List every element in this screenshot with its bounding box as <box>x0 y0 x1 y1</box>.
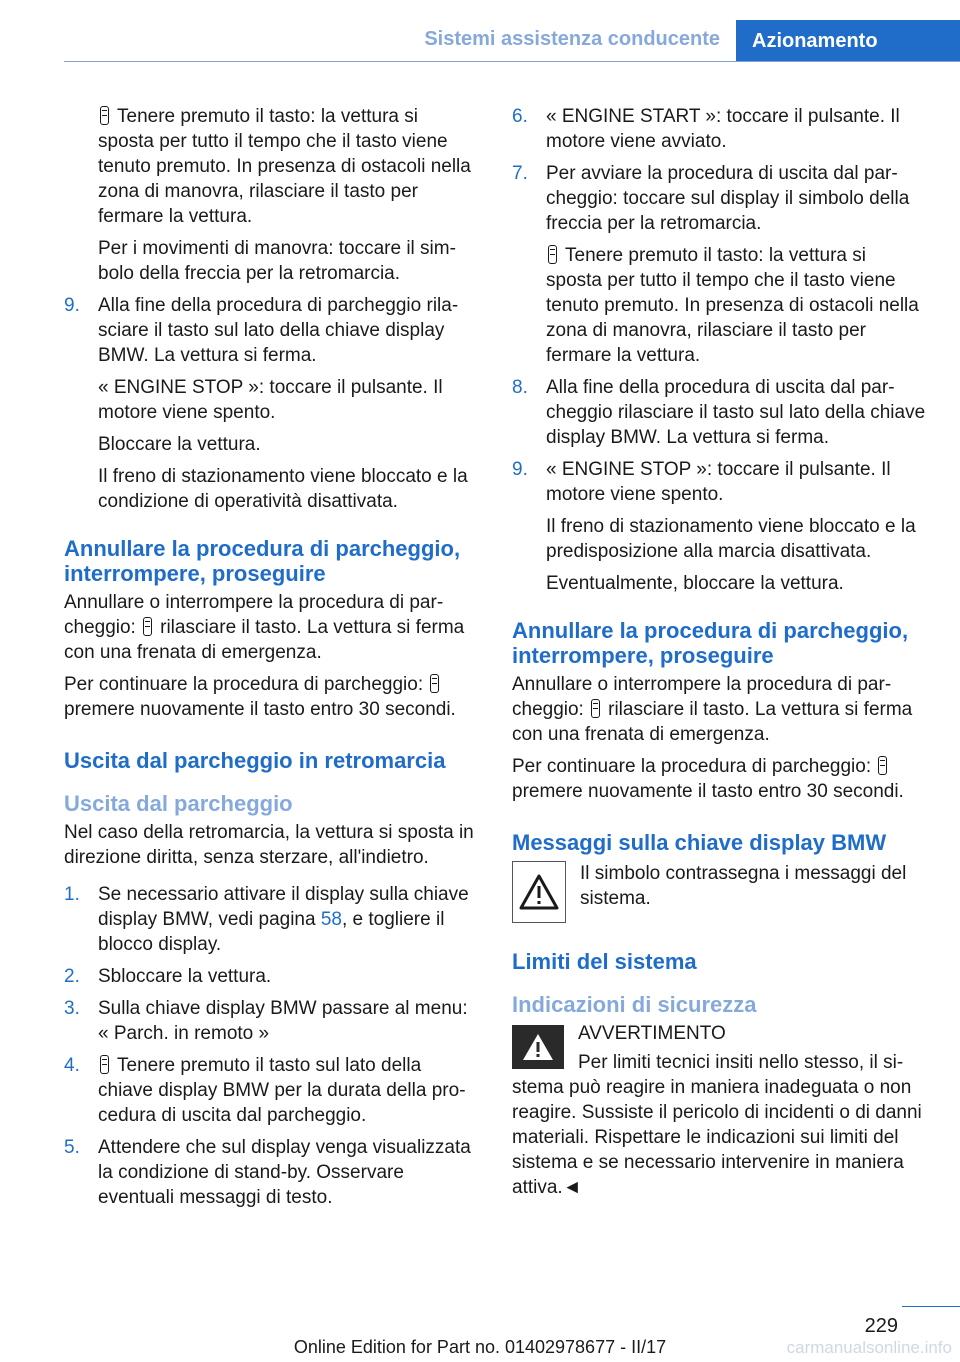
page-number: 229 <box>864 1315 898 1337</box>
paragraph: Per continuare la procedura di parcheggio: premere nuovamente il tasto entro 30 secondi. <box>512 756 904 802</box>
paragraph: Annullare o interrompere la procedura di parcheggio: rilasciare il tasto. La vettura si ferma con una frenata di emergenza. <box>512 674 913 745</box>
paragraph: Annullare o interrompere la procedura di parcheggio: rilasciare il tasto. La vettura si ferma con una frenata di emergenza. <box>64 592 465 663</box>
paragraph: Alla fine della procedura di parcheggio rilasciare il tasto sul lato della chiave display BMW. La vettura si ferma. <box>98 295 459 366</box>
step-number: 1. <box>64 884 80 905</box>
warning-title: AVVERTIMENTO <box>578 1023 726 1044</box>
paragraph: Nel caso della retromarcia, la vettura si sposta in direzione diritta, senza sterzare, all'indietro. <box>64 822 474 868</box>
continued-step <box>64 104 478 286</box>
step-number: 7. <box>512 163 528 184</box>
display-key-icon <box>100 1055 109 1074</box>
step-number: 4. <box>64 1055 80 1076</box>
heading-system-limits: Limiti del sistema <box>512 949 697 974</box>
paragraph: Il freno di stazionamento viene bloccato e la predisposizione alla marcia disattivata. <box>546 516 916 562</box>
heading-cancel-parking: Annullare la procedura di parcheggio, interrompere, proseguire <box>64 536 461 586</box>
step-number: 2. <box>64 966 80 987</box>
right-column <box>512 104 926 1200</box>
list-item <box>64 293 478 514</box>
edition-note: Online Edition for Part no. 01402978677 - II/17 <box>293 1337 667 1357</box>
section-title: Sistemi assistenza conducente <box>424 28 720 50</box>
display-key-icon <box>591 699 600 718</box>
left-column <box>64 104 478 1217</box>
step-number: 6. <box>512 106 528 127</box>
paragraph <box>98 104 478 229</box>
paragraph: Per i movimenti di manovra: toccare il simbolo della freccia per la retromarcia. <box>98 238 456 284</box>
display-key-icon <box>548 245 557 264</box>
list-item: 3. Sulla chiave display BMW passare al menu: « Parch. in remoto » <box>64 998 468 1044</box>
header-rule <box>64 61 960 62</box>
list-item <box>512 457 926 596</box>
notice-text: Il simbolo contrassegna i messaggi del sistema. <box>580 863 907 909</box>
warning-block <box>512 1021 926 1200</box>
paragraph-text: Tenere premuto il tasto: la vettura si sposta per tutto il tempo che il tasto viene tenuto premuto. In presenza di ostacoli nella zona di manovra, rilasciare il tasto per fermare la vettura. <box>98 106 471 227</box>
paragraph: Il freno di stazionamento viene bloccato e la condizione di operatività disattivata. <box>98 466 468 512</box>
step-number: 9. <box>512 459 528 480</box>
paragraph: « ENGINE STOP »: toccare il pulsante. Il motore viene spento. <box>98 377 443 423</box>
heading-cancel-parking: Annullare la procedura di parcheggio, interrompere, proseguire <box>512 618 909 668</box>
step-number: 8. <box>512 377 528 398</box>
warning-text: Per limiti tecnici insiti nello stesso, il sistema può reagire in maniera inadeguata o non reagire. Sussiste il pericolo di incidenti o di danni materiali. Rispettare le indicazioni sui limiti del sistema e se necessario intervenire in maniera attiva.◄ <box>512 1052 922 1198</box>
subheading-exit: Uscita dal parcheggio <box>64 791 293 816</box>
list-item: 5. Attendere che sul display venga visualizzata la condizione di stand-by. Osservare eventuali messaggi di testo. <box>64 1137 471 1208</box>
list-item: 4. Tenere premuto il tasto sul lato della chiave display BMW per la durata della procedura di uscita dal parcheggio. <box>64 1055 466 1126</box>
step-number: 3. <box>64 998 80 1019</box>
heading-exit-reverse: Uscita dal parcheggio in retromarcia <box>64 748 446 773</box>
paragraph: « ENGINE STOP »: toccare il pulsante. Il motore viene spento. <box>546 459 891 505</box>
subheading-safety: Indicazioni di sicurezza <box>512 992 757 1017</box>
messages-notice <box>512 861 926 923</box>
paragraph: Per continuare la procedura di parcheggio: premere nuovamente il tasto entro 30 secondi. <box>64 674 456 720</box>
paragraph: Per avviare la procedura di uscita dal parcheggio: toccare sul display il simbolo della freccia per la retromarcia. <box>546 163 910 234</box>
warning-triangle-icon <box>512 861 566 923</box>
footer-rule <box>902 1306 960 1307</box>
step-number: 9. <box>64 295 80 316</box>
step-number: 5. <box>64 1137 80 1158</box>
warning-badge-icon <box>512 1025 564 1069</box>
chapter-tab: Azionamento <box>736 20 960 62</box>
list-item: 1. Se necessario attivare il display sulla chiave display BMW, vedi pagina 58, e togliere il blocco display. <box>64 884 469 955</box>
paragraph: Eventualmente, bloccare la vettura. <box>546 573 844 594</box>
paragraph: Bloccare la vettura. <box>98 434 261 455</box>
watermark: carmanualsonline.info <box>786 1338 952 1357</box>
display-key-icon <box>100 106 109 125</box>
list-item <box>512 161 926 368</box>
heading-key-messages: Messaggi sulla chiave display BMW <box>512 830 887 855</box>
list-item: 2. Sbloccare la vettura. <box>64 966 272 987</box>
display-key-icon <box>878 756 887 775</box>
paragraph: Tenere premuto il tasto: la vettura si sposta per tutto il tempo che il tasto viene tenuto premuto. In presenza di ostacoli nella zona di manovra, rilasciare il tasto per fermare la vettura. <box>546 245 919 366</box>
page-header <box>0 0 960 64</box>
display-key-icon <box>143 617 152 636</box>
page-link[interactable]: 58 <box>320 909 342 930</box>
list-item: 6. « ENGINE START »: toccare il pulsante. Il motore viene avviato. <box>512 106 900 152</box>
display-key-icon <box>430 674 439 693</box>
list-item: 8. Alla fine della procedura di uscita dal parcheggio rilasciare il tasto sul lato della chiave display BMW. La vettura si ferma. <box>512 377 926 448</box>
